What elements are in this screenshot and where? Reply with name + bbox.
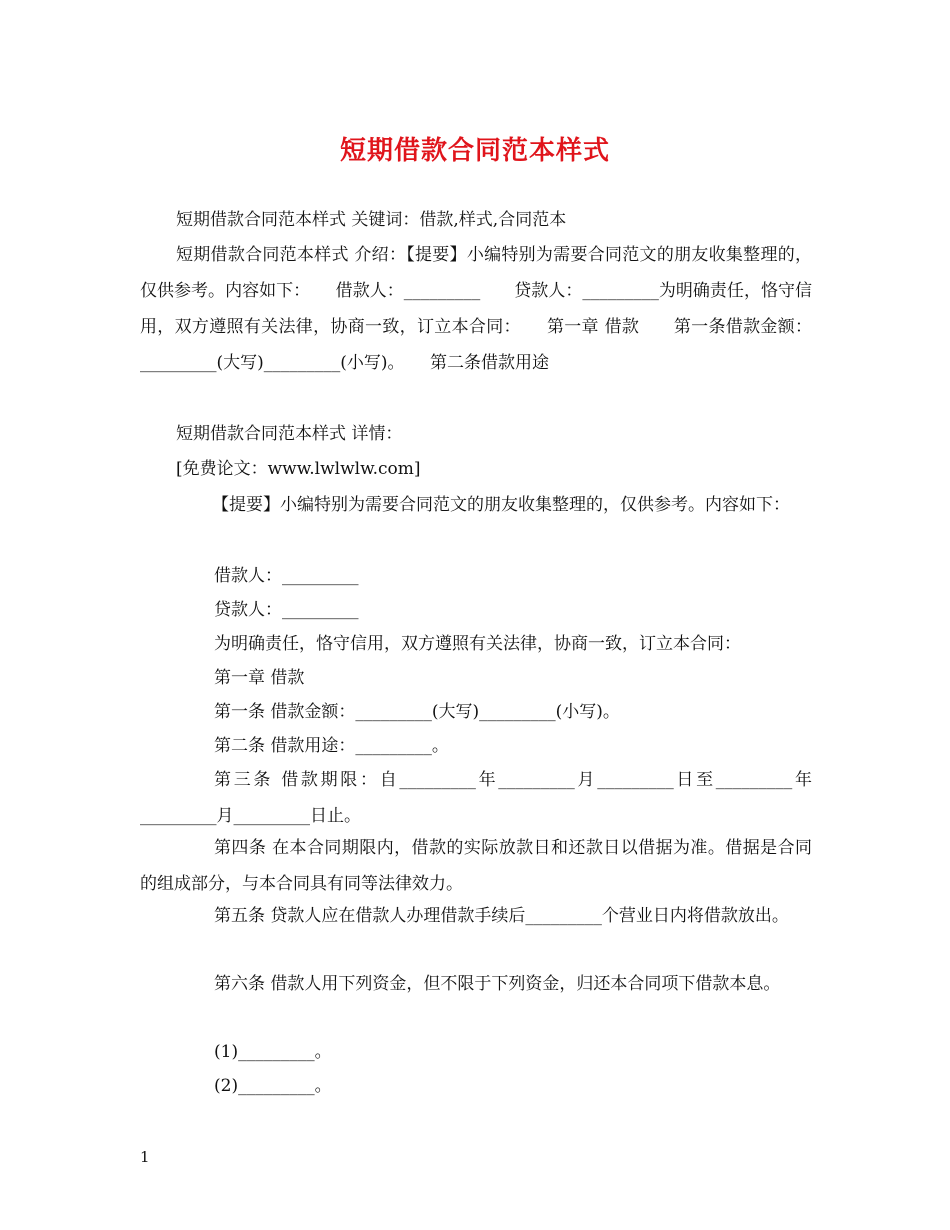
purpose-clause: 为明确责任，恪守信用，双方遵照有关法律，协商一致，订立本合同： <box>214 634 741 654</box>
chapter-heading: 第一章 借款 <box>214 668 305 688</box>
list-item: (1)_________。 <box>214 1042 332 1062</box>
article-1: 第一条 借款金额：_________(大写)_________(小写)。 <box>214 702 620 722</box>
article-6: 第六条 借款人用下列资金，但不限于下列资金，归还本合同项下借款本息。 <box>214 974 781 994</box>
borrower-field: 借款人：_________ <box>214 566 359 586</box>
list-item: (2)_________。 <box>214 1076 332 1096</box>
article-5: 第五条 贷款人应在借款人办理借款手续后_________个营业日内将借款放出。 <box>214 906 789 926</box>
article-2: 第二条 借款用途：_________。 <box>214 736 449 756</box>
document-title: 短期借款合同范本样式 <box>339 136 610 166</box>
article-3: 第三条 借款期限：自_________年_________月_________日至_________年_________月_________日止。 <box>140 770 812 826</box>
keywords-paragraph: 短期借款合同范本样式 关键词：借款,样式,合同范本 <box>176 210 567 230</box>
details-paragraph: 短期借款合同范本样式 详情： <box>176 424 403 444</box>
page-number: 1 <box>140 1148 150 1166</box>
summary-paragraph: 【提要】小编特别为需要合同范文的朋友收集整理的，仅供参考。内容如下： <box>212 495 790 515</box>
article-4: 第四条 在本合同期限内，借款的实际放款日和还款日以借据为准。借据是合同的组成部分，与本合同具有同等法律效力。 <box>140 838 812 894</box>
intro-paragraph: 短期借款合同范本样式 介绍：【提要】小编特别为需要合同范文的朋友收集整理的，仅供参考。内容如下： 借款人：_________ 贷款人：_________为明确责任，恪守信用，双方遵照有关法律，协商一致，订立本合同： 第一章 借款 第一条借款金额：_________(大写)_________(小写)。 第二条借款用途 <box>140 245 812 373</box>
lender-field: 贷款人：_________ <box>214 600 359 620</box>
source-link-text: [免费论文：www.lwlwlw.com] <box>176 459 421 479</box>
